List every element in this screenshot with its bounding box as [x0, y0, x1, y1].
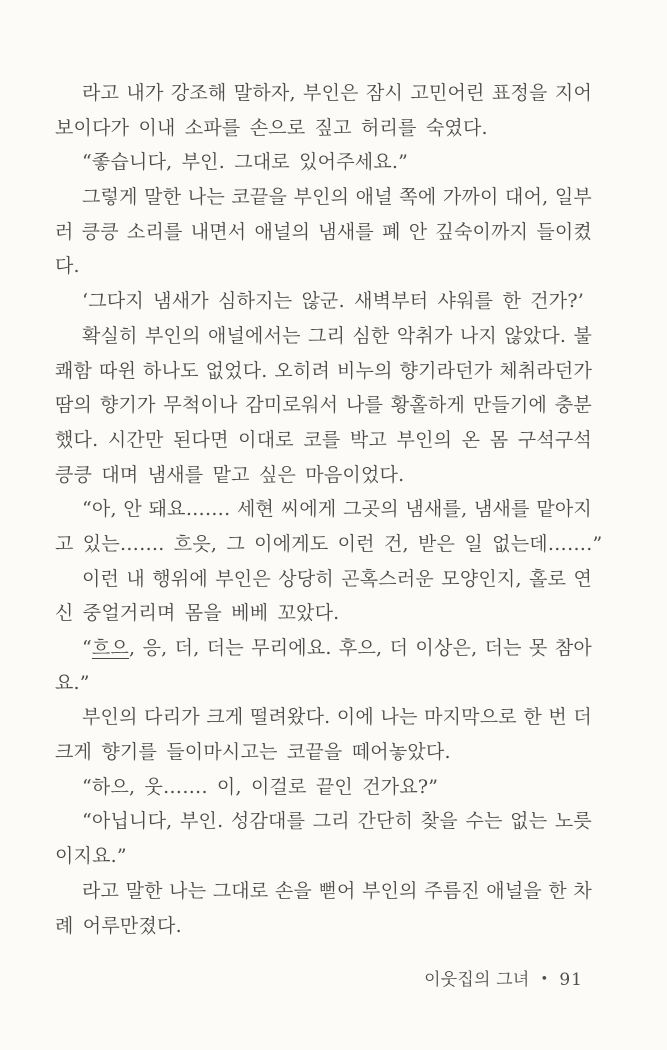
paragraph — [55, 631, 592, 700]
text-line: 이런 내 행위에 부인은 상당히 곤혹스러운 모양인지, 홀로 연 — [82, 567, 592, 590]
text-line: 라고 말한 나는 그대로 손을 뻗어 부인의 주름진 애널을 한 차 — [82, 879, 592, 902]
text-line: 부인의 다리가 크게 떨려왔다. 이에 나는 마지막으로 한 번 더 — [82, 706, 592, 729]
text-line: 쾌함 따윈 하나도 없었다. 오히려 비누의 향기라던가 체취라던가 — [55, 359, 592, 382]
text-line: 그렇게 말한 나는 코끝을 부인의 애널 쪽에 가까이 대어, 일부 — [82, 186, 592, 209]
text-segment: “ — [82, 637, 92, 659]
text-block — [55, 76, 603, 943]
paragraph — [55, 76, 592, 145]
text-line: 이지요.” — [55, 845, 127, 868]
text-line: 러 킁킁 소리를 내면서 애널의 냄새를 폐 안 깊숙이까지 들이켰 — [55, 220, 592, 243]
paragraph — [55, 804, 592, 873]
paragraph — [55, 492, 603, 561]
footer-page-number: 91 — [559, 970, 583, 991]
footer-book-title: 이웃집의 그녀 — [424, 970, 530, 991]
paragraph — [55, 284, 592, 319]
paragraph — [55, 180, 592, 284]
text-line: 보이다가 이내 소파를 손으로 짚고 허리를 숙였다. — [55, 116, 488, 139]
page-footer — [55, 967, 592, 993]
paragraph — [55, 874, 592, 943]
dot-separator-icon: • — [540, 972, 549, 988]
text-line: 요.” — [55, 671, 90, 694]
paragraph — [55, 770, 592, 805]
text-line: “하으, 웃……. 이, 이걸로 끝인 건가요?” — [82, 775, 439, 798]
text-line — [55, 631, 592, 666]
text-line: 했다. 시간만 된다면 이대로 코를 박고 부인의 온 몸 구석구석 — [55, 428, 592, 451]
paragraph — [55, 319, 592, 492]
text-line: 신 중얼거리며 몸을 베베 꼬았다. — [55, 602, 340, 625]
paragraph — [55, 562, 592, 631]
text-segment: , 응, 더, 더는 무리에요. 후으, 더 이상은, 더는 못 참아 — [129, 637, 592, 659]
text-line: “아닙니다, 부인. 성감대를 그리 간단히 찾을 수는 없는 노릇 — [82, 810, 592, 833]
underlined-text: 흐으 — [91, 637, 130, 659]
text-line: 확실히 부인의 애널에서는 그리 심한 악취가 나지 않았다. 불 — [82, 324, 592, 347]
text-line: 라고 내가 강조해 말하자, 부인은 잠시 고민어린 표정을 지어 — [82, 82, 592, 104]
text-line: ‘그다지 냄새가 심하지는 않군. 새벽부터 샤워를 한 건가?’ — [82, 290, 584, 313]
text-line: 킁킁 대며 냄새를 맡고 싶은 마음이었다. — [55, 463, 405, 486]
text-line: 크게 향기를 들이마시고는 코끝을 떼어놓았다. — [55, 741, 451, 764]
text-line: “좋습니다, 부인. 그대로 있어주세요.” — [82, 151, 409, 174]
text-line: “아, 안 돼요……. 세현 씨에게 그곳의 냄새를, 냄새를 맡아지 — [82, 498, 592, 521]
paragraph — [55, 145, 592, 180]
text-line: 고 있는……. 흐읏, 그 이에게도 이런 건, 받은 일 없는데…….” — [55, 532, 603, 555]
text-line: 땀의 향기가 무척이나 감미로워서 나를 황홀하게 만들기에 충분 — [55, 394, 592, 417]
text-line: 다. — [55, 255, 80, 278]
paragraph — [55, 700, 592, 769]
text-line: 례 어루만졌다. — [55, 914, 182, 937]
